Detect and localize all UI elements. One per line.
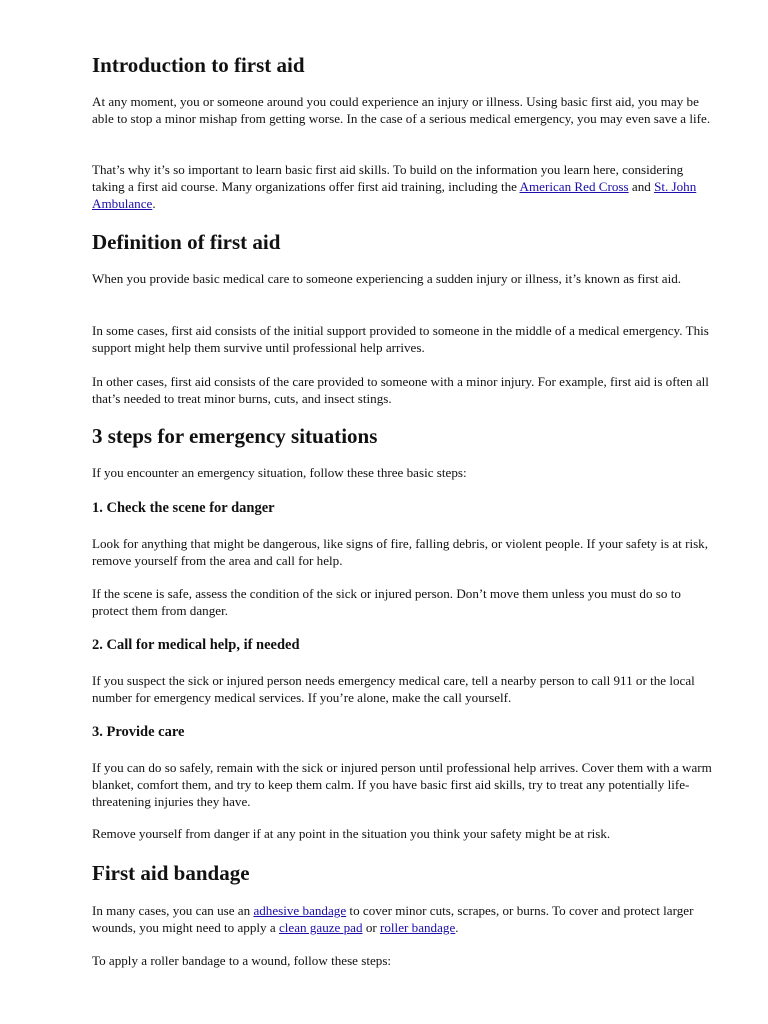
heading-first-aid-bandage: First aid bandage bbox=[92, 861, 250, 885]
bandage-paragraph-1-text-b: to cover minor cuts, scrapes, or burns. To cover and protect larger wounds, you might need to apply a bbox=[92, 903, 694, 935]
step-1-paragraph-2: If the scene is safe, assess the condition of the sick or injured person. Don’t move them unless you must do so to protect them from danger. bbox=[92, 586, 681, 618]
bandage-paragraph-2: To apply a roller bandage to a wound, follow these steps: bbox=[92, 953, 392, 968]
step-3-heading: 3. Provide care bbox=[92, 724, 185, 740]
link-roller-bandage[interactable]: roller bandage bbox=[380, 920, 456, 935]
definition-paragraph-1: When you provide basic medical care to someone experiencing a sudden injury or illness, it’s known as first aid. bbox=[92, 271, 682, 286]
step-2-heading: 2. Call for medical help, if needed bbox=[92, 637, 300, 653]
bandage-paragraph-1-text-d: . bbox=[455, 920, 459, 935]
bandage-paragraph-1-text-c: or bbox=[362, 920, 381, 935]
definition-paragraph-3: In other cases, first aid consists of the care provided to someone with a minor injury. For example, first aid is often all that’s needed to treat minor burns, cuts, and insect stings. bbox=[92, 374, 709, 406]
link-clean-gauze-pad[interactable]: clean gauze pad bbox=[278, 920, 363, 935]
step-3-paragraph-1: If you can do so safely, remain with the sick or injured person until professional help arrives. Cover them with a warm blanket, comfort them, and try to keep them calm. If you have basic first aid skills, try to treat any potentially life-threatening injuries they have. bbox=[92, 760, 712, 809]
heading-introduction: Introduction to first aid bbox=[92, 53, 305, 77]
step-1-heading: 1. Check the scene for danger bbox=[92, 500, 275, 516]
heading-definition: Definition of first aid bbox=[92, 230, 281, 254]
intro-paragraph-2-text: That’s why it’s so important to learn basic first aid skills. To build on the information you learn here, considering taking a first aid course. Many organizations offer first aid training, including the bbox=[92, 162, 684, 194]
steps-intro: If you encounter an emergency situation, follow these three basic steps: bbox=[92, 465, 467, 480]
step-1-paragraph-1: Look for anything that might be dangerous, like signs of fire, falling debris, or violent people. If your safety is at risk, remove yourself from the area and call for help. bbox=[92, 536, 708, 568]
step-3-paragraph-2: Remove yourself from danger if at any point in the situation you think your safety might be at risk. bbox=[92, 826, 611, 841]
intro-paragraph-2 bbox=[92, 161, 714, 212]
intro-paragraph-2-end: . bbox=[152, 196, 156, 211]
step-2-paragraph-1: If you suspect the sick or injured person needs emergency medical care, tell a nearby person to call 911 or the local number for emergency medical services. If you’re alone, make the call yourself. bbox=[92, 673, 695, 705]
link-american-red-cross[interactable]: American Red Cross bbox=[519, 179, 629, 194]
intro-paragraph-1: At any moment, you or someone around you could experience an injury or illness. Using basic first aid, you may be able to stop a minor mishap from getting worse. In the case of a serious medical emergency, you may even save a life. bbox=[92, 94, 711, 126]
intro-paragraph-2-and: and bbox=[628, 179, 655, 194]
bandage-paragraph-1 bbox=[92, 902, 714, 936]
heading-three-steps: 3 steps for emergency situations bbox=[92, 424, 378, 448]
link-st-john-ambulance[interactable]: St. John Ambulance bbox=[92, 179, 697, 211]
bandage-paragraph-1-text-a: In many cases, you can use an bbox=[92, 903, 254, 918]
link-adhesive-bandage[interactable]: adhesive bandage bbox=[253, 903, 347, 918]
definition-paragraph-2: In some cases, first aid consists of the initial support provided to someone in the middle of a medical emergency. This support might help them survive until professional help arrives. bbox=[92, 323, 709, 355]
